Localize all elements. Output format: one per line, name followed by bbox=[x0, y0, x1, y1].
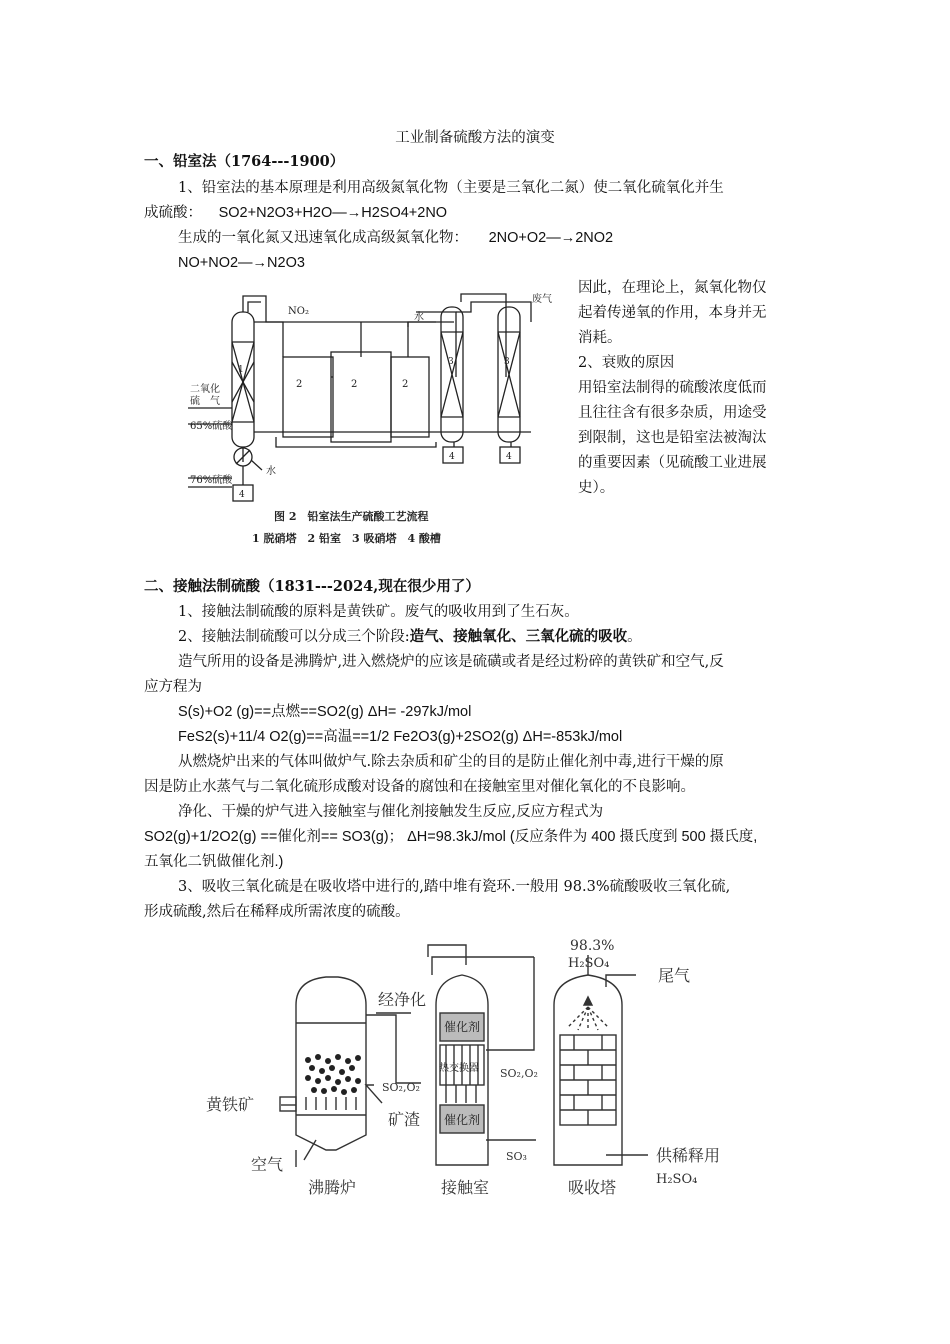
tank-num: 4 bbox=[506, 452, 512, 462]
section1-equation2: 2NO+O2—→2NO2 bbox=[488, 230, 614, 246]
side-line: 到限制，这也是铅室法被淘汰 bbox=[578, 430, 767, 446]
lead-chamber-3 bbox=[391, 357, 429, 437]
side-line: 的重要因素（见硫酸工业进展 bbox=[578, 455, 767, 471]
label-acid-concentration: 98.3% bbox=[570, 938, 615, 954]
chamber-num: 2 bbox=[296, 379, 303, 390]
section1-paragraph1-line2 bbox=[144, 203, 447, 223]
label-heat-exchanger: 热交换器 bbox=[439, 1063, 479, 1074]
section2-equation3: SO2(g)+1/2O2(g) ==催化剂== SO3(g)； ΔH=98.3kJ/mol (反应条件为 400 摄氏度到 500 摄氏度, bbox=[144, 829, 758, 845]
section1-heading: 一、铅室法（1764---1900） bbox=[144, 153, 345, 170]
figure-caption: 图 2 铅室法生产硫酸工艺流程 bbox=[274, 510, 429, 523]
tank-num: 4 bbox=[239, 490, 245, 500]
section2-paragraph1: 1、接触法制硫酸的原料是黄铁矿。废气的吸收用到了生石灰。 bbox=[178, 604, 579, 620]
section2-paragraph7-line2: 形成硫酸,然后在稀释成所需浓度的硫酸。 bbox=[144, 904, 410, 920]
section2-paragraph4-line1: 从燃烧炉出来的气体叫做炉气.除去杂质和矿尘的目的是防止催化剂中毒,进行干燥的原 bbox=[178, 754, 724, 770]
label-catalyst: 催化剂 bbox=[444, 1113, 481, 1127]
section2-equation3-note: 五氧化二钒做催化剂.) bbox=[144, 854, 284, 870]
denitration-tower bbox=[232, 312, 254, 447]
section2-paragraph3-line2: 应方程为 bbox=[144, 679, 202, 695]
p2-end: 。 bbox=[627, 629, 642, 645]
side-line: 用铅室法制得的硫酸浓度低而 bbox=[578, 380, 767, 396]
side-line: 起着传递氧的作用，本身并无 bbox=[578, 305, 767, 321]
label-acid: H₂SO₄ bbox=[568, 956, 610, 971]
side-line: 因此，在理论上，氮氧化物仅 bbox=[578, 280, 767, 296]
label-slag: 矿渣 bbox=[388, 1110, 421, 1129]
label-so2-o2: SO₂,O₂ bbox=[500, 1067, 538, 1080]
absorption-tower-2 bbox=[498, 307, 520, 442]
section2-equation1: S(s)+O2 (g)==点燃==SO2(g) ΔH= -297kJ/mol bbox=[178, 704, 472, 720]
figure-legend: 1 脱硝塔 2 铅室 3 吸硝塔 4 酸槽 bbox=[252, 532, 441, 545]
section1-paragraph1-line1: 1、铅室法的基本原理是利用高级氮氧化物（主要是三氧化二氮）使二氧化硫氧化并生 bbox=[178, 180, 724, 196]
absorption-tower bbox=[554, 955, 648, 1165]
p2-lead: 2、接触法制硫酸可以分成三个阶段: bbox=[178, 629, 410, 645]
side-line: 消耗。 bbox=[578, 330, 622, 346]
label-76-acid: 76%硫酸 bbox=[190, 475, 233, 486]
absorption-tower-1 bbox=[441, 307, 463, 442]
p2-stages: 造气、接触氧化、三氧化硫的吸收 bbox=[409, 628, 628, 645]
label-catalyst: 催化剂 bbox=[444, 1020, 481, 1034]
tank-num: 4 bbox=[449, 452, 455, 462]
label-num1: 1 bbox=[238, 365, 244, 375]
page-title: 工业制备硫酸方法的演变 bbox=[395, 130, 555, 146]
section2-paragraph2 bbox=[178, 627, 642, 647]
chamber-num: 2 bbox=[351, 379, 358, 390]
lead-chamber-1 bbox=[283, 357, 333, 437]
label-purified: 经净化 bbox=[378, 990, 427, 1009]
label-so2: 二氧化 bbox=[190, 384, 220, 395]
label-waste-gas: 废气 bbox=[532, 294, 552, 305]
label-num3: 3 bbox=[448, 357, 454, 367]
label-boiling-furnace: 沸腾炉 bbox=[308, 1178, 357, 1197]
side-line: 且往往含有很多杂质，用途受 bbox=[578, 405, 767, 421]
label-num3: 3 bbox=[504, 357, 510, 367]
chamber-num: 2 bbox=[402, 379, 409, 390]
side-line: 史）。 bbox=[578, 480, 615, 496]
label-so2-o2: SO₂,O₂ bbox=[382, 1081, 420, 1094]
label-so2: 硫 气 bbox=[190, 396, 220, 407]
label-absorption-tower: 吸收塔 bbox=[568, 1178, 617, 1197]
section2-paragraph3-line1: 造气所用的设备是沸腾炉,进入燃烧炉的应该是硫磺或者是经过粉碎的黄铁矿和空气,反 bbox=[178, 654, 724, 670]
label-so3: SO₃ bbox=[506, 1150, 527, 1163]
section2-paragraph4-line2: 因是防止水蒸气与二氧化硫形成酸对设备的腐蚀和在接触室里对催化氧化的不良影响。 bbox=[144, 779, 695, 795]
section2-paragraph7-line1: 3、吸收三氧化硫是在吸收塔中进行的,踏中堆有瓷环.一般用 98.3%硫酸吸收三氧化硫, bbox=[178, 879, 731, 895]
label-pyrite: 黄铁矿 bbox=[206, 1095, 255, 1114]
contact-process-figure bbox=[196, 935, 736, 1205]
section1-equation1: SO2+N2O3+H2O—→H2SO4+2NO bbox=[218, 205, 448, 221]
label-cooling-water: 水 bbox=[266, 466, 276, 477]
label-tail-gas: 尾气 bbox=[658, 966, 691, 985]
lead-chamber-2 bbox=[331, 352, 391, 442]
label-contact-chamber: 接触室 bbox=[441, 1178, 490, 1197]
side-line: 2、衰败的原因 bbox=[578, 355, 675, 371]
label-acid: H₂SO₄ bbox=[656, 1172, 698, 1187]
label-water: 水 bbox=[414, 312, 424, 323]
label-for-dilution: 供稀释用 bbox=[656, 1146, 721, 1165]
section2-equation2: FeS2(s)+11/4 O2(g)==高温==1/2 Fe2O3(g)+2SO2(g) ΔH=-853kJ/mol bbox=[178, 729, 623, 745]
boiling-furnace bbox=[280, 977, 382, 1167]
section1-p1-end: 成硫酸： bbox=[144, 205, 202, 221]
section1-paragraph2 bbox=[178, 228, 613, 248]
label-no2: NO₂ bbox=[288, 306, 309, 317]
section1-equation3: NO+NO2—→N2O3 bbox=[178, 255, 305, 271]
lead-chamber-process-figure bbox=[186, 282, 558, 552]
label-air: 空气 bbox=[251, 1155, 284, 1174]
section1-p2-text: 生成的一氧化氮又迅速氧化成高级氮氧化物： bbox=[178, 230, 468, 246]
label-65-acid: 65%硫酸 bbox=[190, 421, 233, 432]
section2-heading: 二、接触法制硫酸（1831---2024,现在很少用了） bbox=[144, 578, 480, 595]
section2-paragraph5: 净化、干燥的炉气进入接触室与催化剂接触发生反应,反应方程式为 bbox=[178, 804, 604, 820]
